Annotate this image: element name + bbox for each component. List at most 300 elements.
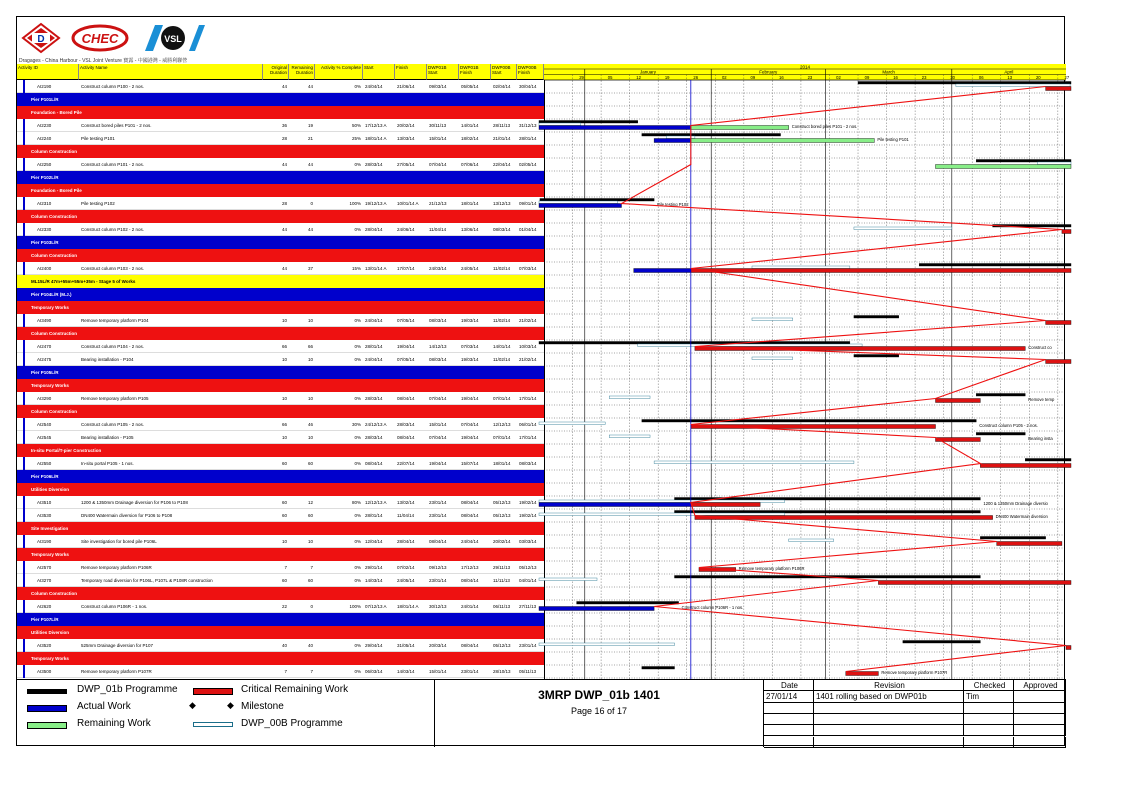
table-row[interactable] [17,665,544,678]
bar-critical [1066,646,1071,650]
cell-s0: 06/11/13 [493,604,511,609]
revision-cell [1014,691,1066,702]
cell-name: 1200 & 1350mm Drainage diversion for P106 to P108 [81,500,188,505]
cell-f0: 02/05/14 [519,162,537,167]
cell-finish: 14/03/14 [397,669,415,674]
cell-f1: 24/04/14 [461,539,479,544]
cell-start: 19/12/13 A [365,201,387,206]
group-header: Column Construction [17,210,544,223]
cell-f1: 08/04/14 [461,500,479,505]
column-header: Finish [395,64,427,80]
cell-id: AI3290 [37,396,52,401]
bar-actual [539,607,654,611]
cell-pc: 80% [351,500,361,505]
year-label: 2014 [799,64,811,70]
cell-f0: 28/01/14 [519,136,537,141]
cell-name: Construct column P101 - 2 nos. [81,162,145,167]
cell-finish: 22/07/14 [397,461,415,466]
table-row[interactable] [17,561,544,574]
cell-od: 10 [281,396,287,401]
row-marker [23,314,25,327]
row-marker [23,262,25,275]
bar-label: Remove temporary platform P106R [738,566,805,571]
bar-dwp00b [752,357,793,360]
cell-s1: 08/03/14 [429,318,447,323]
cell-rd: 10 [307,435,313,440]
cell-start: 24/04/14 [365,84,383,89]
cell-name: In-situ portal P105 - 1 nos. [81,461,134,466]
row-marker [23,392,25,405]
cell-f1: 24/05/14 [461,266,479,271]
bar-dwp01b [980,537,1045,540]
cell-f0: 19/02/14 [519,513,537,518]
cell-start: 28/03/14 [365,396,383,401]
bar-dwp01b [903,641,980,644]
group-header: Temporary Works [17,548,544,561]
cell-rd: 0 [310,604,313,609]
title-block [435,679,764,747]
revision-cell [964,714,1014,725]
column-header: Activity Name [79,64,263,80]
cell-rd: 37 [307,266,313,271]
cell-s0: 28/11/13 [493,123,511,128]
table-row[interactable] [17,639,544,652]
cell-finish: 21/06/14 [397,84,415,89]
cell-id: AI3520 [37,643,52,648]
cell-rd: 0 [310,201,313,206]
revision-cell [814,714,964,725]
cell-s1: 08/04/14 [429,539,447,544]
table-row[interactable] [17,457,544,470]
group-header: Temporary Works [17,652,544,665]
table-row[interactable] [17,197,544,210]
bar-dwp00b [539,513,785,516]
revision-cell [814,725,964,736]
week-label: 29 [579,75,584,80]
cell-f0: 04/01/14 [519,578,537,583]
week-label: 19 [664,75,670,80]
week-label: 13 [1007,75,1013,80]
cell-s0: 11/11/13 [493,578,510,583]
cell-id: AI3530 [37,513,52,518]
bar-label: 1200 & 1350mm Drainage diversio [983,501,1048,506]
cell-rd: 10 [307,318,313,323]
cell-pc: 0% [354,435,361,440]
revision-cell [1014,703,1066,714]
cell-f0: 17/01/14 [519,396,537,401]
cell-pc: 0% [354,643,361,648]
bar-dwp00b [638,344,862,347]
cell-start: 07/12/13 A [365,604,387,609]
cell-s1: 15/01/14 [429,669,447,674]
revision-cell: Tim [964,691,1014,702]
cell-od: 28 [281,201,287,206]
bar-dwp00b [752,266,850,269]
cell-f1: 19/04/14 [461,435,479,440]
revision-header: Checked [964,680,1014,691]
cell-od: 28 [281,136,287,141]
cell-rd: 21 [307,136,313,141]
cell-pc: 100% [349,201,361,206]
table-row[interactable] [17,535,544,548]
week-label: 30 [950,75,955,80]
cell-od: 22 [281,604,287,609]
row-marker [23,158,25,171]
cell-id: AI2310 [37,201,52,206]
bar-critical [1046,87,1071,91]
bar-actual [539,126,691,130]
cell-f1: 13/06/14 [461,227,479,232]
cell-s0: 11/02/14 [493,266,511,271]
bar-dwp00b [539,123,581,126]
cell-pc: 0% [354,357,361,362]
cell-finish: 07/05/14 [397,318,415,323]
bar-remaining [691,139,875,143]
cell-finish: 08/04/14 [397,435,415,440]
cell-f1: 05/05/14 [461,84,479,89]
cell-id: AI2240 [37,136,52,141]
revision-cell: 1401 rolling based on DWP01b [814,691,964,702]
revision-cell [964,725,1014,736]
cell-start: 12/04/14 [365,539,383,544]
cell-f0: 03/03/14 [519,539,537,544]
table-row[interactable] [17,353,544,366]
cell-s1: 07/04/14 [429,162,447,167]
cell-f1: 07/06/14 [461,162,479,167]
table-row[interactable] [17,392,544,405]
cell-s0: 22/04/14 [493,162,511,167]
row-marker [23,119,25,132]
week-label: 26 [693,75,699,80]
cell-finish: 10/01/14 A [397,201,419,206]
table-row[interactable] [17,314,544,327]
cell-s0: 07/01/14 [493,396,511,401]
week-label: 20 [1035,75,1041,80]
row-marker [23,340,25,353]
bar-remaining [936,165,1072,169]
chec-logo [71,23,129,53]
table-row[interactable] [17,418,544,431]
cell-id: AI2400 [37,266,52,271]
cell-rd: 10 [307,357,313,362]
cell-f1: 24/01/14 [461,604,479,609]
milestone-icon: ◆ [227,700,234,710]
cell-rd: 46 [307,422,313,427]
revision-cell [814,737,964,748]
cell-id: AI2550 [37,461,52,466]
bar-critical [997,542,1062,546]
group-header: Pier P103L/R [17,236,544,249]
joint-venture-name: Dragages - China Harbour - VSL Joint Venture 寶露 - 中國港灣 - 威勝利聯營 [19,58,188,64]
cell-id: AI3270 [37,578,52,583]
column-header: Remaining Duration [289,64,315,80]
cell-rd: 44 [307,162,313,167]
revision-cell [1014,725,1066,736]
cell-name: Construct column P102 - 2 nos. [81,227,145,232]
legend-label-milestone: Milestone [241,701,284,712]
cell-id: AI2570 [37,565,52,570]
cell-id: AI2475 [37,357,52,362]
bar-actual [634,269,691,273]
group-header: Pier P107L/R [17,613,544,626]
dragages-logo [21,23,61,53]
table-row[interactable] [17,431,544,444]
table-row[interactable] [17,158,544,171]
cell-pc: 0% [354,344,361,349]
cell-name: Pile testing P102 [81,201,115,206]
cell-finish: 20/02/14 [397,123,415,128]
cell-rd: 12 [307,500,313,505]
table-row[interactable] [17,340,544,353]
bar-label: Construct column P105 - 2 nos. [979,423,1038,428]
cell-od: 60 [281,461,287,466]
cell-start: 29/04/14 [365,643,383,648]
row-marker [23,353,25,366]
group-header: Pier P104L/R (M.J.) [17,288,544,301]
cell-s0: 13/12/13 [493,201,511,206]
cell-name: DN400 Watermain diversion for P106 to P108 [81,513,173,518]
row-marker [23,639,25,652]
cell-s0: 28/10/13 [493,669,511,674]
column-header: Activity ID [17,64,79,80]
table-row[interactable] [17,509,544,522]
cell-finish: 17/07/14 [397,266,415,271]
bar-dwp01b [540,199,654,202]
bar-label: DN400 Watermain diversion [995,514,1048,519]
cell-pc: 30% [351,422,361,427]
cell-rd: 60 [307,578,313,583]
cell-rd: 60 [307,461,313,466]
cell-s0: 08/03/14 [493,227,511,232]
cell-s1: 07/04/14 [429,396,447,401]
cell-f1: 07/03/14 [461,344,479,349]
week-label: 23 [921,75,927,80]
table-row[interactable] [17,223,544,236]
month-label: January [639,69,656,75]
cell-f0: 21/02/14 [519,357,537,362]
legend-label-dwp00b: DWP_00B Programme [241,718,343,729]
cell-finish: 24/05/14 [397,578,415,583]
revision-cell [764,714,814,725]
cell-f0: 08/03/14 [519,461,537,466]
bar-label: Construct bored piles P101 - 2 nos. [791,124,858,129]
cell-f1: 19/03/14 [461,318,479,323]
week-label: 06 [978,75,984,80]
row-marker [23,132,25,145]
document-title: 3MRP DWP_01b 1401 [538,688,660,702]
bar-critical [846,672,879,676]
group-header: Temporary Works [17,301,544,314]
cell-name: Bearing installation - P104 [81,357,134,362]
cell-s0: 02/04/14 [493,84,511,89]
bar-dwp00b [539,643,675,646]
bar-dwp00b [609,396,650,399]
cell-finish: 24/06/14 [397,227,415,232]
week-label: 09 [864,75,870,80]
bar-dwp01b [539,121,638,124]
bar-dwp00b [539,578,597,581]
cell-rd: 40 [307,643,313,648]
cell-f0: 01/04/14 [519,227,537,232]
cell-pc: 0% [354,669,361,674]
cell-name: Bearing installation - P105 [81,435,134,440]
cell-finish: 31/05/14 [397,643,415,648]
cell-f0: 23/01/14 [519,643,537,648]
cell-f1: 18/01/14 [461,201,479,206]
cell-s0: 18/01/14 [493,461,511,466]
cell-pc: 0% [354,565,361,570]
legend-swatch-critical [193,688,233,695]
cell-f1: 08/04/14 [461,513,479,518]
bar-actual [539,503,691,507]
group-header: Pier P106L/R [17,470,544,483]
cell-s1: 23/01/14 [429,578,447,583]
cell-rd: 60 [307,513,313,518]
bar-critical [936,399,981,403]
group-header: Pier P105L/R [17,366,544,379]
cell-f1: 17/12/13 [461,565,479,570]
cell-s0: 05/12/13 [493,643,511,648]
gantt-chart [544,64,1070,679]
cell-od: 44 [281,266,287,271]
group-header: In-situ Portal/T-pier Construction [17,444,544,457]
cell-finish: 11/04/14 [397,513,415,518]
cell-od: 66 [281,344,287,349]
group-header: Pier P101L/R [17,93,544,106]
cell-od: 66 [281,422,287,427]
cell-pc: 0% [354,318,361,323]
cell-start: 24/04/14 [365,357,383,362]
cell-f1: 14/01/14 [461,123,479,128]
row-marker [23,223,25,236]
table-row[interactable] [17,600,544,613]
column-header: Activity % Complete [315,64,363,80]
bar-dwp01b [642,134,781,137]
legend-swatch-remaining [27,722,67,729]
week-label: 12 [636,75,641,80]
cell-name: Construct column P106R - 1 nos. [81,604,148,609]
cell-f1: 19/03/14 [461,357,479,362]
cell-s1: 08/03/14 [429,357,447,362]
bar-dwp00b [854,227,952,230]
cell-f1: 08/04/14 [461,578,479,583]
cell-rd: 44 [307,227,313,232]
cell-pc: 0% [354,461,361,466]
cell-s1: 30/12/13 [429,604,447,609]
bar-dwp01b [976,394,1025,397]
cell-od: 36 [281,123,287,128]
cell-start: 29/01/14 [365,565,383,570]
cell-pc: 0% [354,84,361,89]
cell-od: 10 [281,435,287,440]
month-label: April [1004,69,1014,75]
row-marker [23,535,25,548]
gantt-svg [544,64,1070,679]
table-row[interactable] [17,574,544,587]
cell-name: Construct column P100 - 2 nos. [81,84,145,89]
legend-swatch-dwp00b [193,722,233,727]
cell-rd: 10 [307,539,313,544]
cell-rd: 7 [310,669,313,674]
cell-f1: 08/04/14 [461,643,479,648]
cell-s0: 11/02/14 [493,318,511,323]
cell-name: Remove temporary platform P104 [81,318,149,323]
group-header: Temporary Works [17,379,544,392]
bar-dwp00b [789,539,834,542]
revision-table [764,679,1066,748]
cell-finish: 13/03/14 [397,136,415,141]
cell-f0: 31/12/13 [519,123,537,128]
cell-s0: 05/12/13 [493,500,511,505]
group-header: Utilities Diversion [17,626,544,639]
cell-s1: 11/04/14 [429,227,447,232]
cell-s1: 14/12/13 [429,344,447,349]
week-label: 02 [721,75,727,80]
cell-finish: 19/04/14 [397,344,415,349]
cell-s0: 07/01/14 [493,435,511,440]
cell-start: 14/03/14 [365,578,383,583]
table-row[interactable] [17,496,544,509]
cell-od: 44 [281,227,287,232]
cell-f0: 05/12/13 [519,565,537,570]
cell-start: 12/12/13 A [365,500,387,505]
row-marker [23,574,25,587]
revision-header: Revision [814,680,964,691]
cell-s1: 09/03/14 [429,84,447,89]
bar-dwp01b [976,160,1071,163]
cell-id: AI2620 [37,604,52,609]
week-label: 23 [807,75,813,80]
group-header: Column Construction [17,587,544,600]
bar-dwp01b [1025,459,1071,462]
table-row[interactable] [17,262,544,275]
cell-id: AI2330 [37,227,52,232]
group-header: Pier P102L/R [17,171,544,184]
week-label: 16 [893,75,898,80]
cell-start: 13/01/14 A [365,266,387,271]
cell-name: Construct column P103 - 2 nos. [81,266,145,271]
cell-s1: 19/04/14 [429,461,447,466]
table-row[interactable] [17,132,544,145]
week-label: 05 [607,75,613,80]
cell-start: 17/12/13 A [365,123,387,128]
revision-cell [764,725,814,736]
table-row[interactable] [17,119,544,132]
cell-id: AI2545 [37,435,52,440]
cell-pc: 0% [354,578,361,583]
group-header: Column Construction [17,327,544,340]
legend-swatch-dwp01b [27,689,67,694]
cell-finish: 28/03/14 [397,422,415,427]
cell-s1: 24/03/14 [429,266,447,271]
gantt-sheet [16,16,1070,746]
bar-label: Remove temp [1028,397,1055,402]
row-marker [23,496,25,509]
cell-pc: 0% [354,227,361,232]
cell-name: Construct bored piles P101 - 2 nos. [81,123,152,128]
cell-id: AI2470 [37,344,52,349]
cell-name: Temporary road diversion for P106L, P107L & P108R construction [81,578,213,583]
cell-s0: 21/01/14 [493,136,511,141]
cell-start: 28/03/14 [365,435,383,440]
row-marker [23,600,25,613]
table-row[interactable] [17,80,544,93]
cell-od: 40 [281,643,287,648]
legend-label-dwp01b: DWP_01b Programme [77,684,178,695]
cell-f0: 06/01/14 [519,422,537,427]
column-header: DWP01B Start [427,64,459,80]
bar-dwp00b [539,422,605,425]
